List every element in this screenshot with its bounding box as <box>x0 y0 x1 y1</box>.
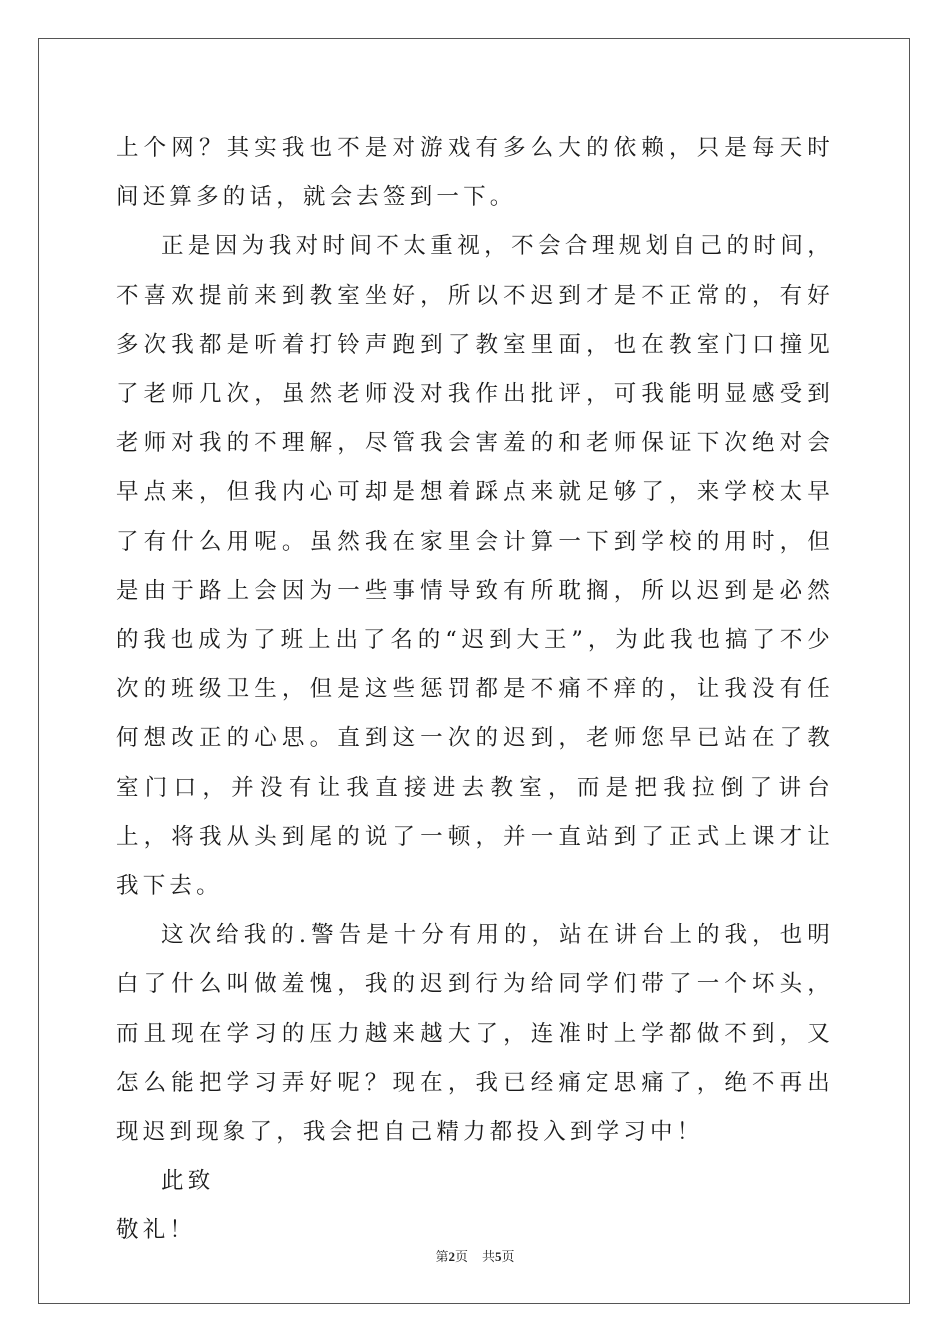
page-footer <box>0 1246 950 1265</box>
paragraph-3: 这次给我的.警告是十分有用的，站在讲台上的我，也明白了什么叫做羞愧，我的迟到行为给同学们带了一个坏头，而且现在学习的压力越来越大了，连准时上学都做不到，又怎么能把学习弄好呢？现在，我已经痛定思痛了，绝不再出现迟到现象了，我会把自己精力都投入到学习中！ <box>116 922 834 1146</box>
paragraph-1: 上个网？其实我也不是对游戏有多么大的依赖，只是每天时间还算多的话，就会去签到一下。 <box>116 135 834 211</box>
total-pages-suffix: 页 <box>501 1250 515 1265</box>
paragraph-2: 正是因为我对时间不太重视，不会合理规划自己的时间，不喜欢提前来到教室坐好，所以不迟到才是不正常的，有好多次我都是听着打铃声跑到了教室里面，也在教室门口撞见了老师几次，虽然老师没对我作出批评，可我能明显感受到老师对我的不理解，尽管我会害羞的和老师保证下次绝对会早点来，但我内心可却是想着踩点来就足够了，来学校太早了有什么用呢。虽然我在家里会计算一下到学校的用时，但是由于路上会因为一些事情导致有所耽搁，所以迟到是必然的我也成为了班上出了名的“迟到大王”，为此我也搞了不少次的班级卫生，但是这些惩罚都是不痛不痒的，让我没有任何想改正的心思。直到这一次的迟到，老师您早已站在了教室门口，并没有让我直接进去教室，而是把我拉倒了讲台上，将我从头到尾的说了一顿，并一直站到了正式上课才让我下去。 <box>116 233 834 900</box>
total-pages-prefix: 共 <box>482 1250 496 1265</box>
total-pages-number: 5 <box>495 1249 502 1264</box>
page-number-prefix: 第 <box>435 1250 449 1265</box>
closing-salutation: 此致 <box>161 1168 215 1195</box>
page-number-suffix: 页 <box>454 1250 468 1265</box>
closing-regards: 敬礼！ <box>116 1217 197 1244</box>
document-body <box>116 124 834 1256</box>
current-page-number: 2 <box>448 1249 455 1264</box>
